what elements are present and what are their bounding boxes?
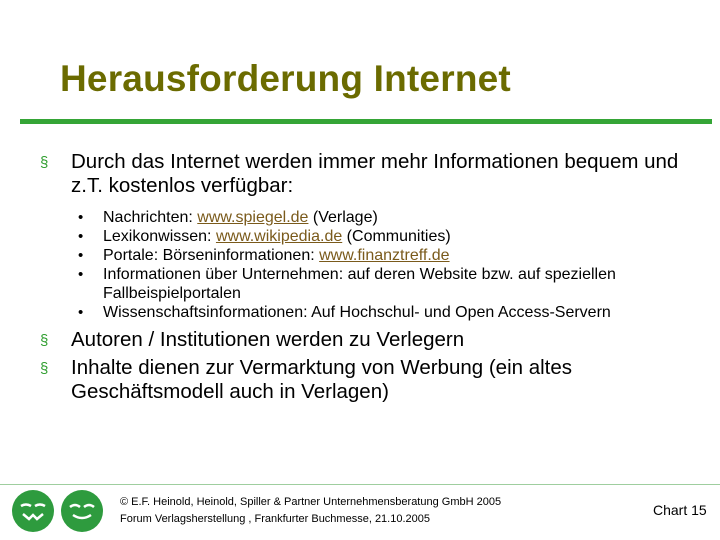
bullet-1 bbox=[40, 150, 700, 198]
footer-line-1: © E.F. Heinold, Heinold, Spiller & Partner Unternehmensberatung GmbH 2005 bbox=[120, 496, 502, 508]
link-wikipedia[interactable]: www.wikipedia.de bbox=[215, 228, 343, 245]
footer-rule bbox=[0, 484, 720, 485]
sub-bullet-news bbox=[78, 208, 700, 227]
sub-bullet-encyclopedia bbox=[78, 227, 700, 246]
dot-bullet-icon: • bbox=[78, 209, 84, 226]
sub-bullet-portals bbox=[78, 246, 700, 265]
dot-bullet-icon: • bbox=[78, 247, 84, 264]
sub-bullet-text: Wissenschaftsinformationen: Auf Hochschul- und Open Access-Servern bbox=[103, 304, 611, 321]
sub-bullet-prefix: Nachrichten: bbox=[103, 209, 198, 226]
slide-title: Herausforderung Internet bbox=[60, 58, 511, 99]
link-spiegel[interactable]: www.spiegel.de bbox=[197, 209, 309, 226]
listening-face-icon bbox=[61, 490, 103, 532]
dot-bullet-icon: • bbox=[78, 266, 84, 283]
sub-bullet-science bbox=[78, 303, 700, 322]
slide-content bbox=[40, 150, 700, 404]
sub-bullet-suffix: (Communities) bbox=[342, 228, 451, 245]
sub-bullet-suffix: (Verlage) bbox=[308, 209, 378, 226]
title-underline bbox=[20, 119, 712, 124]
sub-bullet-text: Informationen über Unternehmen: auf deren Website bzw. auf speziellen Fallbeispielportalen bbox=[103, 266, 616, 302]
dot-bullet-icon: • bbox=[78, 228, 84, 245]
footer-line-2: Forum Verlagsherstellung , Frankfurter Buchmesse, 21.10.2005 bbox=[120, 513, 430, 525]
footer-copyright bbox=[120, 494, 501, 528]
square-bullet-icon: § bbox=[40, 360, 49, 377]
bullet-1-text: Durch das Internet werden immer mehr Informationen bequem und z.T. kostenlos verfügbar: bbox=[71, 150, 679, 197]
square-bullet-icon: § bbox=[40, 332, 49, 349]
dot-bullet-icon: • bbox=[78, 304, 84, 321]
link-finanztreff[interactable]: www.finanztreff.de bbox=[319, 247, 450, 264]
chart-number: Chart 15 bbox=[653, 502, 707, 518]
bullet-2 bbox=[40, 328, 700, 352]
sub-bullet-prefix: Portale: Börseninformationen: bbox=[103, 247, 320, 264]
bullet-2-text: Autoren / Institutionen werden zu Verlegern bbox=[71, 328, 465, 351]
sub-bullet-list bbox=[40, 208, 700, 322]
sub-bullet-prefix: Lexikonwissen: bbox=[103, 228, 216, 245]
square-bullet-icon: § bbox=[40, 154, 49, 171]
bullet-3 bbox=[40, 356, 700, 404]
sub-bullet-companies bbox=[78, 265, 700, 303]
bullet-3-text: Inhalte dienen zur Vermarktung von Werbung (ein altes Geschäftsmodell auch in Verlagen) bbox=[71, 356, 573, 403]
speaking-face-icon bbox=[12, 490, 54, 532]
